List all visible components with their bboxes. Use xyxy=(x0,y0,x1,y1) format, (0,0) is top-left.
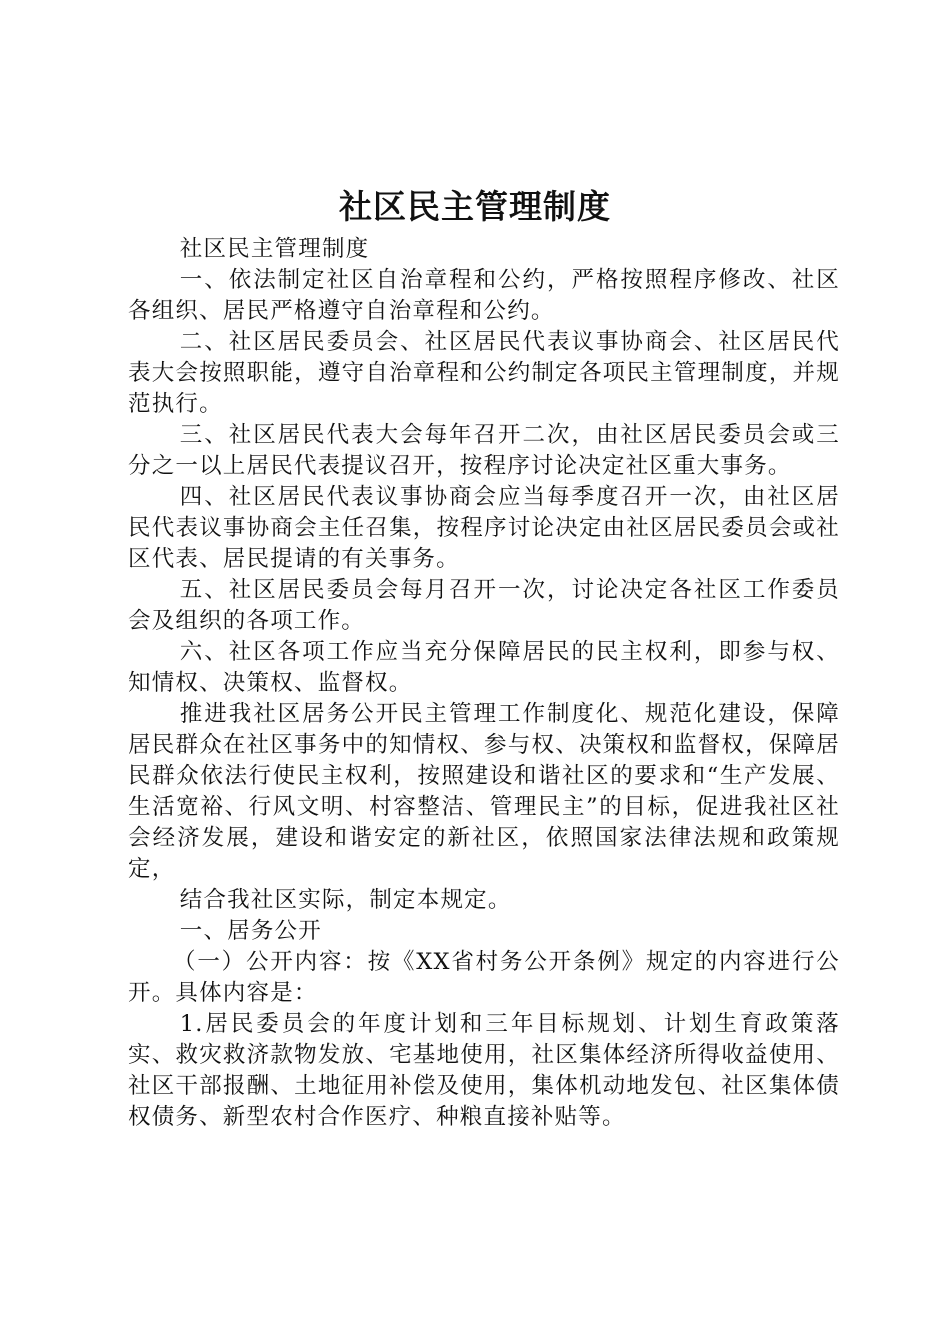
paragraph-item-1: 一、依法制定社区自治章程和公约，严格按照程序修改、社区各组织、居民严格遵守自治章程和公约。 xyxy=(128,267,840,324)
paragraph-basis: 结合我社区实际，制定本规定。 xyxy=(179,887,512,913)
list-item-1: 1.居民委员会的年度计划和三年目标规划、计划生育政策落实、救灾救济款物发放、宅基地使用，社区集体经济所得收益使用、社区干部报酬、土地征用补偿及使用，集体机动地发包、社区集体债权债务、新型农村合作医疗、种粮直接补贴等。 xyxy=(128,1011,840,1130)
document-title: 社区民主管理制度 xyxy=(339,187,611,226)
paragraph-item-5: 五、社区居民委员会每月召开一次，讨论决定各社区工作委员会及组织的各项工作。 xyxy=(128,577,840,634)
paragraph-item-2: 二、社区居民委员会、社区居民代表议事协商会、社区居民代表大会按照职能，遵守自治章程和公约制定各项民主管理制度，并规范执行。 xyxy=(128,329,840,417)
section-heading-affairs-disclosure: 一、居务公开 xyxy=(179,918,322,944)
paragraph-item-4: 四、社区居民代表议事协商会应当每季度召开一次，由社区居民代表议事协商会主任召集，按程序讨论决定由社区居民委员会或社区代表、居民提请的有关事务。 xyxy=(128,484,840,572)
paragraph-intro: 推进我社区居务公开民主管理工作制度化、规范化建设，保障居民群众在社区事务中的知情权、参与权、决策权和监督权，保障居民群众依法行使民主权利，按照建设和谐社区的要求和“生产发展、生活宽裕、行风文明、村容整洁、管理民主”的目标，促进我社区社会经济发展，建设和谐安定的新社区，依照国家法律法规和政策规定， xyxy=(128,701,840,882)
paragraph-heading: 社区民主管理制度 xyxy=(179,236,370,262)
paragraph-item-3: 三、社区居民代表大会每年召开二次，由社区居民委员会或三分之一以上居民代表提议召开，按程序讨论决定社区重大事务。 xyxy=(128,422,840,479)
paragraph-item-6: 六、社区各项工作应当充分保障居民的民主权利，即参与权、知情权、决策权、监督权。 xyxy=(128,639,840,696)
subsection-disclosure-content: （一）公开内容：按《XX省村务公开条例》规定的内容进行公开。具体内容是： xyxy=(128,949,840,1006)
document-body xyxy=(128,234,840,1133)
